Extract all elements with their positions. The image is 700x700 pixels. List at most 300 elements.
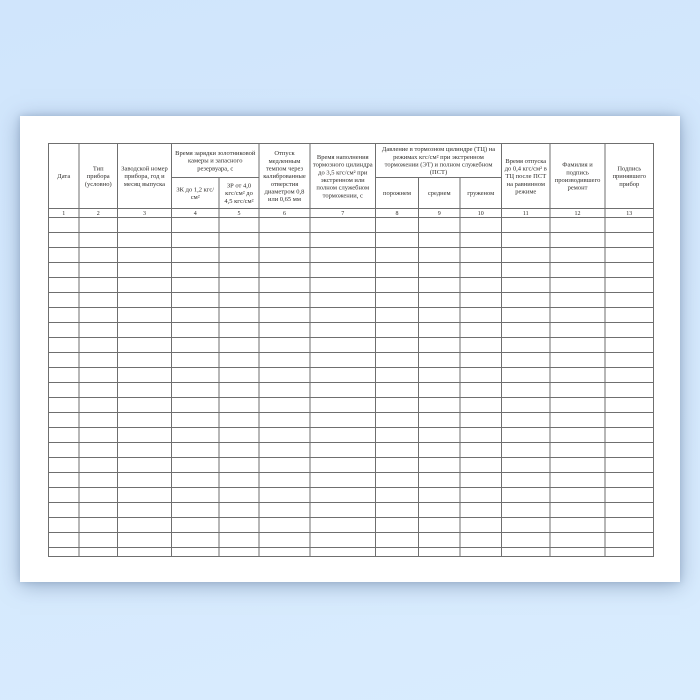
- empty-cell: [49, 413, 80, 428]
- empty-cell: [550, 518, 605, 533]
- empty-cell: [259, 503, 310, 518]
- empty-cell: [172, 323, 220, 338]
- empty-cell: [219, 488, 259, 503]
- empty-cell: [172, 443, 220, 458]
- empty-cell: [219, 233, 259, 248]
- empty-cell: [419, 233, 461, 248]
- empty-cell: [259, 218, 310, 233]
- empty-cell: [259, 518, 310, 533]
- table-row: [49, 263, 654, 278]
- empty-cell: [502, 338, 551, 353]
- empty-cell: [118, 338, 172, 353]
- table-row: [49, 518, 654, 533]
- empty-cell: [172, 263, 220, 278]
- table-row: [49, 218, 654, 233]
- empty-cell: [460, 398, 502, 413]
- empty-cell: [376, 518, 419, 533]
- header-group-cylinder-pressure: Давление в тормозном цилиндре (ТЦ) на режимах кгс/см² при экстренном торможении (ЭТ) и полном служебном (ПСТ): [376, 144, 502, 178]
- table-header: [49, 144, 654, 218]
- empty-cell: [502, 458, 551, 473]
- table-row: [49, 293, 654, 308]
- empty-cell: [550, 473, 605, 488]
- empty-cell: [550, 233, 605, 248]
- empty-cell: [460, 443, 502, 458]
- empty-cell: [310, 218, 376, 233]
- header-cell-cylinder-fill-time: Время наполнения тормозного цилиндра до 3,5 кгс/см² при экстренном или полном служебном торможении, с: [310, 144, 376, 209]
- empty-cell: [460, 473, 502, 488]
- empty-cell: [118, 458, 172, 473]
- empty-cell: [172, 278, 220, 293]
- empty-cell: [419, 323, 461, 338]
- header-cell-zk-chamber: ЗК до 1,2 кгс/см²: [172, 178, 220, 209]
- empty-cell: [118, 353, 172, 368]
- empty-cell: [118, 218, 172, 233]
- empty-cell: [502, 248, 551, 263]
- empty-cell: [550, 218, 605, 233]
- empty-cell: [310, 323, 376, 338]
- empty-cell: [419, 338, 461, 353]
- empty-cell: [79, 368, 118, 383]
- table-row: [49, 233, 654, 248]
- empty-cell: [172, 293, 220, 308]
- header-cell-date: Дата: [49, 144, 80, 209]
- empty-cell: [376, 353, 419, 368]
- empty-cell: [49, 503, 80, 518]
- empty-cell: [460, 233, 502, 248]
- empty-cell: [49, 533, 80, 548]
- empty-cell: [376, 413, 419, 428]
- empty-cell: [172, 503, 220, 518]
- empty-cell: [259, 398, 310, 413]
- empty-cell: [376, 428, 419, 443]
- empty-cell: [49, 368, 80, 383]
- empty-cell: [118, 293, 172, 308]
- empty-cell: [460, 548, 502, 557]
- empty-cell: [79, 218, 118, 233]
- empty-cell: [310, 398, 376, 413]
- empty-cell: [550, 458, 605, 473]
- table-row: [49, 428, 654, 443]
- empty-cell: [118, 383, 172, 398]
- table-row: [49, 323, 654, 338]
- empty-cell: [376, 248, 419, 263]
- empty-cell: [259, 413, 310, 428]
- empty-cell: [172, 248, 220, 263]
- column-number-cell: 6: [259, 209, 310, 218]
- empty-cell: [49, 458, 80, 473]
- empty-cell: [259, 368, 310, 383]
- empty-cell: [219, 338, 259, 353]
- empty-cell: [502, 308, 551, 323]
- empty-cell: [49, 218, 80, 233]
- empty-cell: [419, 443, 461, 458]
- column-number-cell: 12: [550, 209, 605, 218]
- empty-cell: [502, 548, 551, 557]
- empty-cell: [460, 383, 502, 398]
- empty-cell: [118, 428, 172, 443]
- empty-cell: [550, 488, 605, 503]
- empty-cell: [172, 338, 220, 353]
- empty-cell: [79, 503, 118, 518]
- empty-cell: [310, 548, 376, 557]
- empty-cell: [502, 413, 551, 428]
- empty-cell: [172, 488, 220, 503]
- empty-cell: [550, 293, 605, 308]
- empty-cell: [460, 518, 502, 533]
- empty-cell: [310, 278, 376, 293]
- empty-cell: [550, 308, 605, 323]
- empty-cell: [79, 248, 118, 263]
- empty-cell: [49, 353, 80, 368]
- table-row: [49, 473, 654, 488]
- column-number-cell: 2: [79, 209, 118, 218]
- empty-cell: [376, 323, 419, 338]
- empty-cell: [605, 338, 654, 353]
- empty-cell: [118, 278, 172, 293]
- empty-cell: [172, 428, 220, 443]
- empty-cell: [219, 473, 259, 488]
- empty-cell: [219, 443, 259, 458]
- empty-cell: [259, 443, 310, 458]
- empty-cell: [419, 518, 461, 533]
- empty-cell: [376, 368, 419, 383]
- table-row: [49, 383, 654, 398]
- empty-cell: [419, 308, 461, 323]
- column-number-cell: 5: [219, 209, 259, 218]
- empty-cell: [118, 248, 172, 263]
- empty-cell: [172, 218, 220, 233]
- empty-cell: [310, 248, 376, 263]
- empty-cell: [460, 308, 502, 323]
- empty-cell: [605, 518, 654, 533]
- empty-cell: [460, 263, 502, 278]
- empty-cell: [419, 503, 461, 518]
- empty-cell: [605, 488, 654, 503]
- empty-cell: [118, 233, 172, 248]
- empty-cell: [79, 548, 118, 557]
- empty-cell: [259, 278, 310, 293]
- empty-cell: [49, 323, 80, 338]
- empty-cell: [605, 503, 654, 518]
- empty-cell: [49, 488, 80, 503]
- empty-cell: [376, 338, 419, 353]
- empty-cell: [172, 398, 220, 413]
- empty-cell: [219, 413, 259, 428]
- empty-cell: [219, 323, 259, 338]
- column-number-cell: 8: [376, 209, 419, 218]
- empty-cell: [172, 458, 220, 473]
- table-row: [49, 533, 654, 548]
- empty-cell: [259, 323, 310, 338]
- document-page-content: [20, 116, 680, 582]
- empty-cell: [460, 323, 502, 338]
- empty-cell: [605, 428, 654, 443]
- empty-cell: [419, 488, 461, 503]
- empty-cell: [79, 308, 118, 323]
- header-cell-acceptor-signature: Подпись принявшего прибор: [605, 144, 654, 209]
- column-number-cell: 13: [605, 209, 654, 218]
- empty-cell: [310, 413, 376, 428]
- empty-cell: [376, 278, 419, 293]
- empty-cell: [419, 218, 461, 233]
- empty-cell: [259, 548, 310, 557]
- header-cell-release-time: Время отпуска до 0,4 кгс/см² в ТЦ после ПСТ на равнинном режиме: [502, 144, 551, 209]
- empty-cell: [502, 293, 551, 308]
- header-cell-zr-reservoir: ЗР от 4,0 кгс/см² до 4,5 кгс/см²: [219, 178, 259, 209]
- empty-cell: [550, 323, 605, 338]
- empty-cell: [219, 353, 259, 368]
- empty-cell: [310, 428, 376, 443]
- empty-cell: [310, 533, 376, 548]
- empty-cell: [219, 308, 259, 323]
- empty-cell: [259, 458, 310, 473]
- empty-cell: [419, 413, 461, 428]
- empty-cell: [118, 488, 172, 503]
- empty-cell: [259, 293, 310, 308]
- empty-cell: [460, 533, 502, 548]
- empty-cell: [502, 233, 551, 248]
- empty-cell: [502, 278, 551, 293]
- empty-cell: [79, 398, 118, 413]
- empty-cell: [419, 278, 461, 293]
- empty-cell: [376, 263, 419, 278]
- empty-cell: [550, 383, 605, 398]
- empty-cell: [49, 443, 80, 458]
- table-row: [49, 338, 654, 353]
- empty-cell: [460, 293, 502, 308]
- empty-cell: [310, 338, 376, 353]
- table-row: [49, 413, 654, 428]
- empty-cell: [550, 443, 605, 458]
- empty-cell: [502, 353, 551, 368]
- empty-cell: [460, 338, 502, 353]
- empty-cell: [502, 218, 551, 233]
- empty-cell: [172, 368, 220, 383]
- empty-cell: [502, 533, 551, 548]
- empty-cell: [79, 293, 118, 308]
- empty-cell: [219, 293, 259, 308]
- empty-cell: [219, 278, 259, 293]
- empty-cell: [376, 473, 419, 488]
- empty-cell: [118, 368, 172, 383]
- empty-cell: [605, 413, 654, 428]
- empty-cell: [310, 458, 376, 473]
- header-cell-mode-medium: среднем: [419, 178, 461, 209]
- empty-cell: [376, 233, 419, 248]
- column-number-cell: 1: [49, 209, 80, 218]
- empty-cell: [310, 233, 376, 248]
- empty-cell: [419, 293, 461, 308]
- empty-cell: [79, 428, 118, 443]
- empty-cell: [49, 383, 80, 398]
- empty-cell: [49, 293, 80, 308]
- empty-cell: [310, 263, 376, 278]
- empty-cell: [310, 518, 376, 533]
- empty-cell: [118, 323, 172, 338]
- empty-cell: [502, 428, 551, 443]
- empty-cell: [259, 263, 310, 278]
- empty-cell: [419, 398, 461, 413]
- header-cell-device-type: Тип прибора (условно): [79, 144, 118, 209]
- column-number-cell: 4: [172, 209, 220, 218]
- empty-cell: [460, 503, 502, 518]
- empty-cell: [79, 473, 118, 488]
- empty-cell: [172, 233, 220, 248]
- empty-cell: [605, 443, 654, 458]
- empty-cell: [419, 533, 461, 548]
- empty-cell: [460, 428, 502, 443]
- empty-cell: [376, 293, 419, 308]
- empty-cell: [118, 263, 172, 278]
- empty-cell: [219, 398, 259, 413]
- empty-cell: [79, 323, 118, 338]
- empty-cell: [219, 248, 259, 263]
- column-number-cell: 7: [310, 209, 376, 218]
- empty-cell: [460, 248, 502, 263]
- empty-cell: [49, 248, 80, 263]
- empty-cell: [219, 383, 259, 398]
- empty-cell: [172, 548, 220, 557]
- empty-cell: [219, 428, 259, 443]
- empty-cell: [79, 353, 118, 368]
- empty-cell: [79, 443, 118, 458]
- empty-cell: [49, 473, 80, 488]
- empty-cell: [259, 533, 310, 548]
- table-row: [49, 398, 654, 413]
- empty-cell: [550, 548, 605, 557]
- empty-cell: [172, 533, 220, 548]
- empty-cell: [49, 518, 80, 533]
- table-body: [49, 218, 654, 557]
- empty-cell: [419, 248, 461, 263]
- empty-cell: [502, 473, 551, 488]
- empty-cell: [118, 398, 172, 413]
- empty-cell: [419, 368, 461, 383]
- empty-cell: [376, 458, 419, 473]
- empty-cell: [49, 548, 80, 557]
- empty-cell: [419, 263, 461, 278]
- empty-cell: [79, 338, 118, 353]
- table-row: [49, 488, 654, 503]
- empty-cell: [310, 308, 376, 323]
- empty-cell: [219, 218, 259, 233]
- empty-cell: [118, 443, 172, 458]
- empty-cell: [376, 398, 419, 413]
- column-number-cell: 3: [118, 209, 172, 218]
- header-cell-repairer-signature: Фамилия и подпись производившего ремонт: [550, 144, 605, 209]
- empty-cell: [419, 428, 461, 443]
- empty-cell: [49, 233, 80, 248]
- empty-cell: [172, 518, 220, 533]
- table-row: [49, 353, 654, 368]
- empty-cell: [376, 383, 419, 398]
- empty-cell: [118, 308, 172, 323]
- empty-cell: [502, 368, 551, 383]
- empty-cell: [259, 488, 310, 503]
- empty-cell: [49, 398, 80, 413]
- brake-device-repair-log-table: [48, 143, 654, 557]
- empty-cell: [310, 503, 376, 518]
- empty-cell: [550, 413, 605, 428]
- empty-cell: [219, 533, 259, 548]
- empty-cell: [419, 548, 461, 557]
- empty-cell: [118, 473, 172, 488]
- empty-cell: [172, 308, 220, 323]
- empty-cell: [550, 278, 605, 293]
- empty-cell: [502, 443, 551, 458]
- empty-cell: [502, 263, 551, 278]
- empty-cell: [219, 263, 259, 278]
- empty-cell: [118, 533, 172, 548]
- column-number-cell: 11: [502, 209, 551, 218]
- empty-cell: [376, 218, 419, 233]
- empty-cell: [502, 503, 551, 518]
- empty-cell: [376, 443, 419, 458]
- empty-cell: [79, 263, 118, 278]
- empty-cell: [79, 233, 118, 248]
- empty-cell: [219, 548, 259, 557]
- empty-cell: [605, 473, 654, 488]
- empty-cell: [49, 308, 80, 323]
- empty-cell: [259, 473, 310, 488]
- empty-cell: [219, 458, 259, 473]
- empty-cell: [310, 488, 376, 503]
- empty-cell: [605, 278, 654, 293]
- empty-cell: [502, 518, 551, 533]
- empty-cell: [605, 308, 654, 323]
- empty-cell: [605, 353, 654, 368]
- empty-cell: [376, 488, 419, 503]
- empty-cell: [49, 338, 80, 353]
- empty-cell: [550, 353, 605, 368]
- empty-cell: [605, 293, 654, 308]
- empty-cell: [605, 398, 654, 413]
- empty-cell: [605, 458, 654, 473]
- empty-cell: [460, 218, 502, 233]
- document-page: [20, 116, 680, 582]
- empty-cell: [219, 368, 259, 383]
- empty-cell: [118, 548, 172, 557]
- empty-cell: [79, 383, 118, 398]
- empty-cell: [605, 248, 654, 263]
- empty-cell: [550, 428, 605, 443]
- empty-cell: [605, 323, 654, 338]
- table-row: [49, 503, 654, 518]
- empty-cell: [79, 488, 118, 503]
- column-number-cell: 10: [460, 209, 502, 218]
- empty-cell: [118, 413, 172, 428]
- empty-cell: [419, 473, 461, 488]
- empty-cell: [550, 248, 605, 263]
- empty-cell: [502, 323, 551, 338]
- empty-cell: [310, 473, 376, 488]
- empty-cell: [550, 338, 605, 353]
- header-cell-serial-number: Заводской номер прибора, год и месяц выпуска: [118, 144, 172, 209]
- empty-cell: [259, 338, 310, 353]
- empty-cell: [460, 353, 502, 368]
- empty-cell: [605, 548, 654, 557]
- table-row: [49, 458, 654, 473]
- empty-cell: [460, 413, 502, 428]
- empty-cell: [605, 533, 654, 548]
- empty-cell: [502, 383, 551, 398]
- empty-cell: [460, 368, 502, 383]
- empty-cell: [172, 353, 220, 368]
- empty-cell: [172, 413, 220, 428]
- empty-cell: [259, 248, 310, 263]
- empty-cell: [550, 503, 605, 518]
- column-number-row: [49, 209, 654, 218]
